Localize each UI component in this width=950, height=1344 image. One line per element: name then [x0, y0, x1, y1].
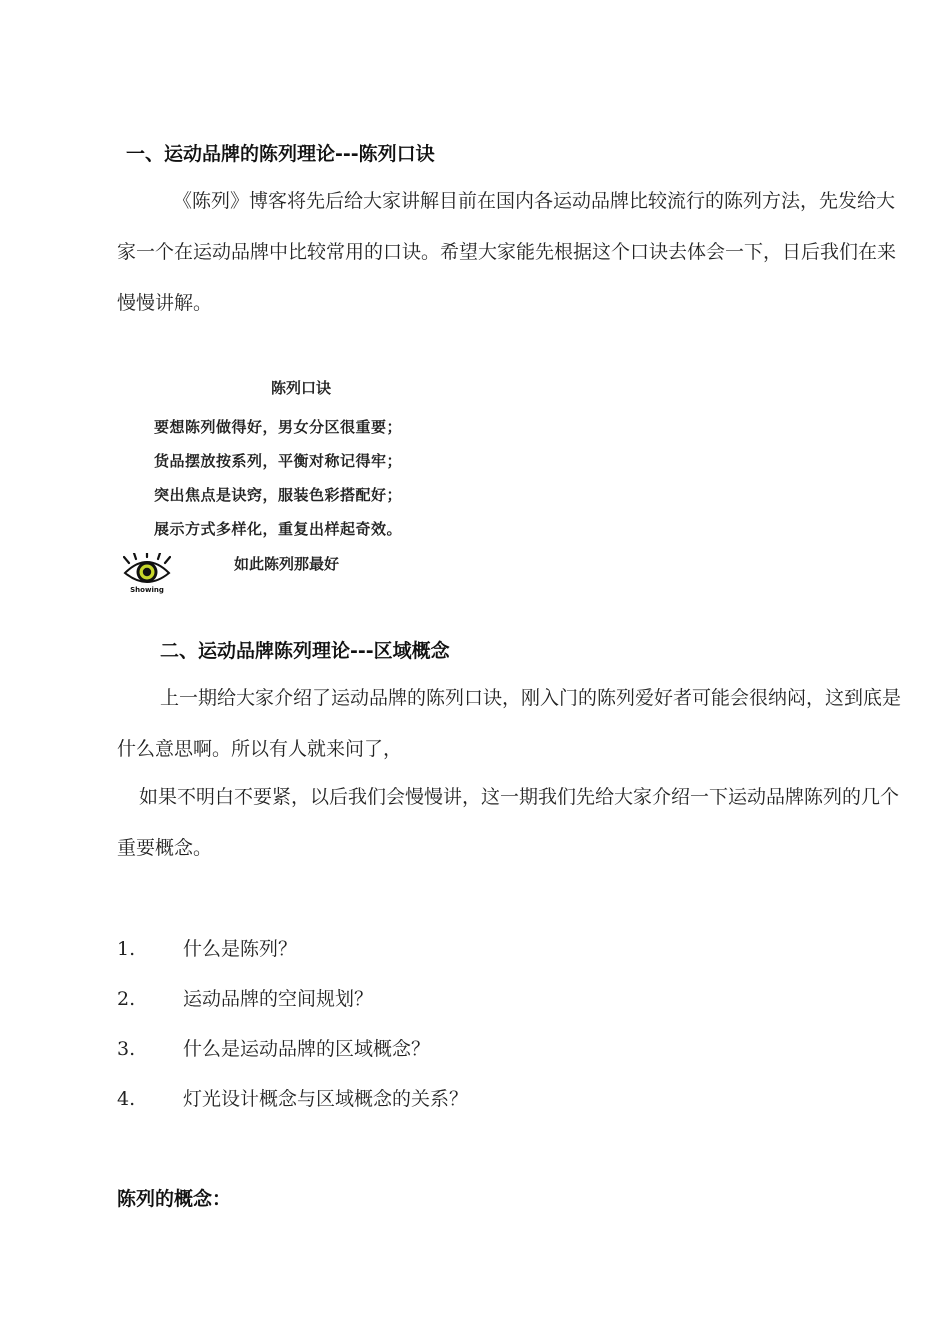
list-item — [117, 934, 297, 961]
list-text: 运动品牌的空间规划？ — [183, 988, 374, 1010]
poem-title: 陈列口诀 — [271, 379, 332, 397]
poem-image — [117, 365, 477, 600]
list-text: 什么是陈列？ — [183, 938, 298, 960]
list-number: 4. — [117, 1088, 136, 1110]
section1-paragraph — [117, 176, 902, 329]
list-item — [117, 984, 373, 1011]
list-number: 3. — [117, 1038, 136, 1060]
section3-heading: 陈列的概念： — [117, 1188, 232, 1210]
list-text: 什么是运动品牌的区域概念？ — [183, 1038, 431, 1060]
section2-paragraph-1-text: 上一期给大家介绍了运动品牌的陈列口诀，刚入门的陈列爱好者可能会很纳闷，这到底是什么意思啊。所以有人就来问了， — [117, 687, 902, 760]
section2-paragraph-2-text: 如果不明白不要紧，以后我们会慢慢讲，这一期我们先给大家介绍一下运动品牌陈列的几个重要概念。 — [117, 786, 900, 859]
section2-heading: 二、运动品牌陈列理论---区域概念 — [160, 640, 450, 662]
section1-heading: 一、运动品牌的陈列理论---陈列口诀 — [126, 143, 435, 165]
poem-line: 突出焦点是诀窍，服装色彩搭配好； — [154, 486, 403, 504]
list-item — [117, 1084, 468, 1111]
section2-paragraph-1 — [117, 673, 902, 775]
poem-line: 展示方式多样化，重复出样起奇效。 — [154, 520, 403, 538]
list-number: 1. — [117, 938, 136, 960]
poem-line: 要想陈列做得好，男女分区很重要； — [154, 418, 403, 436]
list-item — [117, 1034, 430, 1061]
logo-text: Showing — [130, 586, 164, 594]
section2-paragraph-2 — [117, 772, 902, 874]
eye-logo-icon — [123, 553, 171, 595]
list-text: 灯光设计概念与区域概念的关系？ — [183, 1088, 469, 1110]
poem-closing: 如此陈列那最好 — [234, 555, 340, 573]
section1-paragraph-text: 《陈列》博客将先后给大家讲解目前在国内各运动品牌比较流行的陈列方法，先发给大家一个在运动品牌中比较常用的口诀。希望大家能先根据这个口诀去体会一下，日后我们在来慢慢讲解。 — [117, 190, 897, 314]
poem-line: 货品摆放按系列，平衡对称记得牢； — [154, 452, 403, 470]
list-number: 2. — [117, 988, 136, 1010]
